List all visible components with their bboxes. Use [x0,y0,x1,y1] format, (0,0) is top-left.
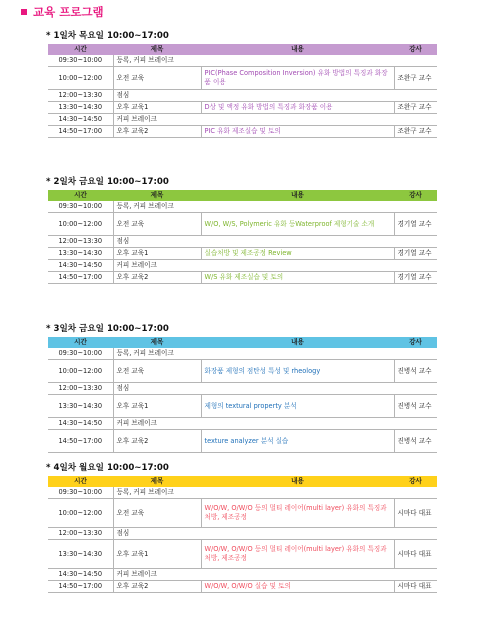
table-row [48,213,437,236]
content-cell: PIC 유화 제조실습 및 토의 [201,126,394,138]
table-row [48,260,437,272]
header-speaker: 강사 [394,190,437,201]
time-cell: 09:30~10:00 [48,487,113,499]
time-cell: 14:50~17:00 [48,581,113,593]
header-time: 시간 [48,44,113,55]
title-square-icon [21,9,27,15]
day-title: * 2일차 금요일 10:00~17:00 [46,177,169,187]
title-cell: 오후 교육2 [113,430,201,453]
time-cell: 14:50~17:00 [48,272,113,284]
title-cell: 오후 교육2 [113,581,201,593]
title-cell: 오전 교육 [113,360,201,383]
table-row [48,114,437,126]
title-cell: 오후 교육2 [113,126,201,138]
time-cell: 14:30~14:50 [48,114,113,126]
speaker-cell: 시마다 대표 [394,540,437,569]
time-cell: 14:50~17:00 [48,126,113,138]
content-cell: W/O/W, O/W/O 실습 및 토의 [201,581,394,593]
table-row [48,395,437,418]
speaker-cell: 진병석 교수 [394,430,437,453]
title-cell: 커피 브레이크 [113,114,437,126]
time-cell: 13:30~14:30 [48,102,113,114]
time-cell: 13:30~14:30 [48,395,113,418]
table-row [48,418,437,430]
content-cell: texture analyzer 분석 실습 [201,430,394,453]
header-title: 제목 [113,190,201,201]
time-cell: 09:30~10:00 [48,348,113,360]
table-row [48,569,437,581]
day-title: * 4일차 월요일 10:00~17:00 [46,463,169,473]
title-cell: 등록, 커피 브레이크 [113,55,437,67]
table-row [48,55,437,67]
header-content: 내용 [201,337,394,348]
title-cell: 등록, 커피 브레이크 [113,201,437,213]
table-row [48,348,437,360]
title-cell: 오전 교육 [113,213,201,236]
table-row [48,236,437,248]
time-cell: 12:00~13:30 [48,236,113,248]
title-cell: 오후 교육1 [113,540,201,569]
speaker-cell: 시마다 대표 [394,499,437,528]
speaker-cell: 경기열 교수 [394,248,437,260]
table-row [48,67,437,90]
header-row [48,44,437,55]
header-content: 내용 [201,476,394,487]
content-cell: 제형의 textural property 분석 [201,395,394,418]
content-cell: W/S 유화 제조실습 및 토의 [201,272,394,284]
title-cell: 오전 교육 [113,499,201,528]
title-cell: 커피 브레이크 [113,260,437,272]
title-cell: 등록, 커피 브레이크 [113,348,437,360]
speaker-cell: 조완구 교수 [394,102,437,114]
title-cell: 오후 교육1 [113,395,201,418]
time-cell: 14:30~14:50 [48,418,113,430]
speaker-cell: 경기열 교수 [394,272,437,284]
title-cell: 점심 [113,90,437,102]
time-cell: 14:30~14:50 [48,260,113,272]
title-cell: 오후 교육1 [113,102,201,114]
speaker-cell: 조완구 교수 [394,126,437,138]
time-cell: 12:00~13:30 [48,383,113,395]
content-cell: 실습처방 및 제조공정 Review [201,248,394,260]
content-cell: W/O/W, O/W/O 등의 멀티 레이어(multi layer) 유화의 특징과 처방, 제조공정 [201,499,394,528]
title-cell: 등록, 커피 브레이크 [113,487,437,499]
table-row [48,487,437,499]
table-row [48,528,437,540]
time-cell: 12:00~13:30 [48,90,113,102]
speaker-cell: 경기열 교수 [394,213,437,236]
header-speaker: 강사 [394,337,437,348]
title-cell: 점심 [113,383,437,395]
time-cell: 14:30~14:50 [48,569,113,581]
schedule-table [48,190,437,284]
header-title: 제목 [113,476,201,487]
speaker-cell: 진병석 교수 [394,360,437,383]
table-row [48,272,437,284]
day-title: * 3일차 금요일 10:00~17:00 [46,324,169,334]
time-cell: 14:50~17:00 [48,430,113,453]
header-row [48,190,437,201]
content-cell: D상 및 액정 유화 방법의 특징과 화장품 이용 [201,102,394,114]
table-row [48,499,437,528]
table-row [48,383,437,395]
table-row [48,102,437,114]
speaker-cell: 진병석 교수 [394,395,437,418]
time-cell: 10:00~12:00 [48,499,113,528]
time-cell: 09:30~10:00 [48,201,113,213]
schedule-table [48,476,437,593]
day-title: * 1일차 목요일 10:00~17:00 [46,31,169,41]
title-cell: 점심 [113,528,437,540]
time-cell: 13:30~14:30 [48,248,113,260]
time-cell: 12:00~13:30 [48,528,113,540]
table-row [48,90,437,102]
title-cell: 오후 교육1 [113,248,201,260]
title-cell: 커피 브레이크 [113,418,437,430]
header-speaker: 강사 [394,44,437,55]
title-cell: 오전 교육 [113,67,201,90]
content-cell: 화장품 제형의 점탄성 특성 및 rheology [201,360,394,383]
table-row [48,126,437,138]
title-cell: 오후 교육2 [113,272,201,284]
header-content: 내용 [201,44,394,55]
speaker-cell: 시마다 대표 [394,581,437,593]
header-row [48,337,437,348]
header-content: 내용 [201,190,394,201]
table-row [48,430,437,453]
header-time: 시간 [48,337,113,348]
header-title: 제목 [113,337,201,348]
header-speaker: 강사 [394,476,437,487]
header-title: 제목 [113,44,201,55]
time-cell: 09:30~10:00 [48,55,113,67]
table-row [48,540,437,569]
speaker-cell: 조완구 교수 [394,67,437,90]
page-title [21,4,104,20]
header-time: 시간 [48,190,113,201]
table-row [48,581,437,593]
time-cell: 10:00~12:00 [48,67,113,90]
header-time: 시간 [48,476,113,487]
page-title-text: 교육 프로그램 [33,5,104,19]
time-cell: 10:00~12:00 [48,213,113,236]
content-cell: W/O, W/S, Polymeric 유화 등Waterproof 제형기술 소개 [201,213,394,236]
table-row [48,248,437,260]
title-cell: 커피 브레이크 [113,569,437,581]
table-row [48,360,437,383]
time-cell: 10:00~12:00 [48,360,113,383]
time-cell: 13:30~14:30 [48,540,113,569]
title-cell: 점심 [113,236,437,248]
schedule-table [48,44,437,138]
table-row [48,201,437,213]
schedule-table [48,337,437,453]
content-cell: W/O/W, O/W/O 등의 멀티 레이어(multi layer) 유화의 특징과 처방, 제조공정 [201,540,394,569]
content-cell: PIC(Phase Composition Inversion) 유화 방법의 특징과 화장품 이용 [201,67,394,90]
header-row [48,476,437,487]
